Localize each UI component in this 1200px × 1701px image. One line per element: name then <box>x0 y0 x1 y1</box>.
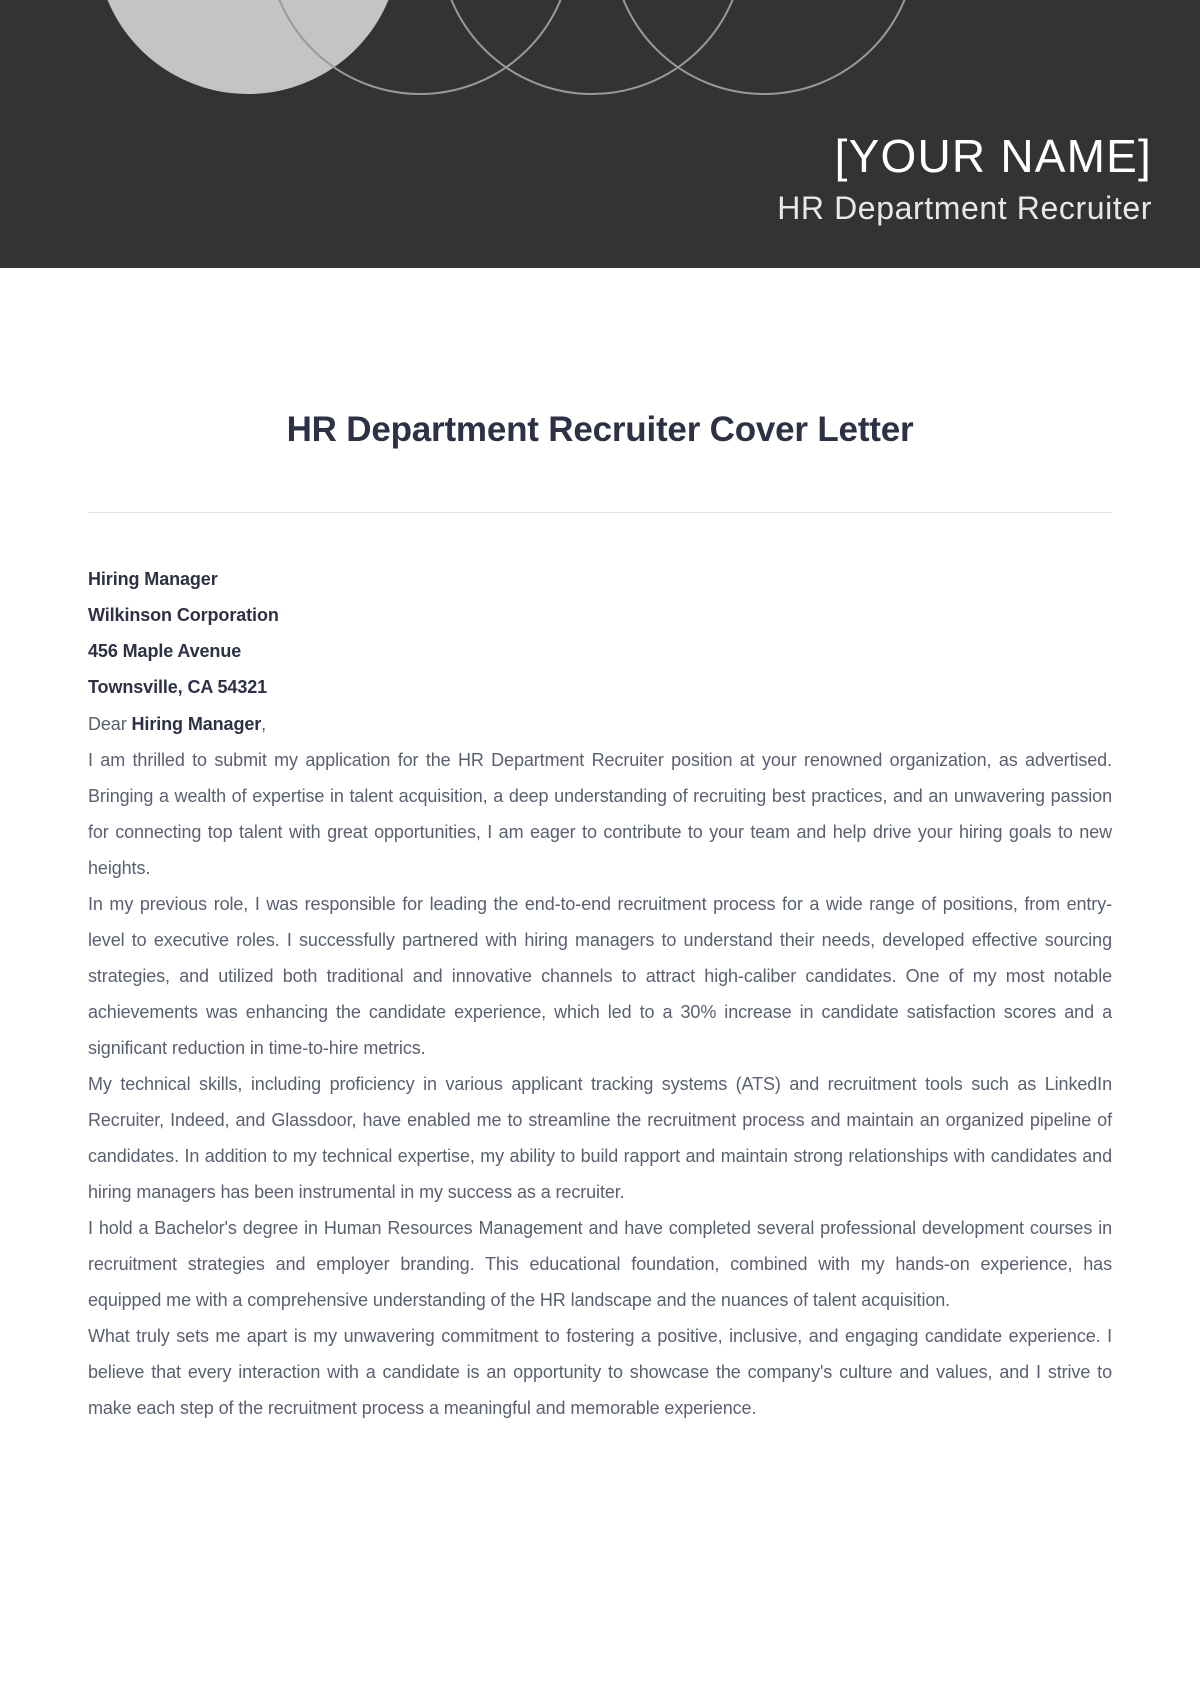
filled-circle <box>96 0 400 94</box>
body-paragraph: In my previous role, I was responsible for leading the end-to-end recruitment process for a wide range of positions, from entry-level to executive roles. I successfully partnered with hiring managers to understand their needs, developed effective sourcing strategies, and utilized both traditional and innovative channels to attract high-caliber candidates. One of my most notable achievements was enhancing the candidate experience, which led to a 30% increase in candidate satisfaction scores and a significant reduction in time-to-hire metrics. <box>88 894 1112 1058</box>
document-body <box>0 410 1200 1426</box>
body-paragraph: I hold a Bachelor's degree in Human Resources Management and have completed several professional development courses in recruitment strategies and employer branding. This educational foundation, combined with my hands-on experience, has equipped me with a comprehensive understanding of the HR landscape and the nuances of talent acquisition. <box>88 1218 1112 1310</box>
recipient-line: Wilkinson Corporation <box>88 605 279 625</box>
body-paragraph: I am thrilled to submit my application for the HR Department Recruiter position at your renowned organization, as advertised. Bringing a wealth of expertise in talent acquisition, a deep understanding of recruiting best practices, and an unwavering passion for connecting top talent with great opportunities, I am eager to contribute to your team and help drive your hiring goals to new heights. <box>88 750 1112 878</box>
recipient-line: Townsville, CA 54321 <box>88 677 268 697</box>
salutation <box>88 706 1112 742</box>
body-paragraph: What truly sets me apart is my unwavering commitment to fostering a positive, inclusive, and engaging candidate experience. I believe that every interaction with a candidate is an opportunity to showcase the company's culture and values, and I strive to make each step of the recruitment process a meaningful and memorable experience. <box>88 1326 1112 1418</box>
outline-circle-1 <box>268 0 572 94</box>
candidate-role: HR Department Recruiter <box>777 190 1152 227</box>
recipient-line: 456 Maple Avenue <box>88 641 242 661</box>
header-identity-block <box>777 130 1152 230</box>
page-title: HR Department Recruiter Cover Letter <box>286 410 914 449</box>
title-divider <box>88 512 1112 513</box>
document-header <box>0 0 1200 268</box>
recipient-address-block <box>88 561 1112 705</box>
salutation-prefix: Dear <box>88 714 132 734</box>
candidate-name: [YOUR NAME] <box>834 129 1152 182</box>
body-paragraph: My technical skills, including proficiency in various applicant tracking systems (ATS) and recruitment tools such as LinkedIn Recruiter, Indeed, and Glassdoor, have enabled me to streamline the recruitment process and maintain an organized pipeline of candidates. In addition to my technical expertise, my ability to build rapport and maintain strong relationships with candidates and hiring managers has been instrumental in my success as a recruiter. <box>88 1074 1112 1202</box>
salutation-suffix: , <box>261 714 267 734</box>
salutation-recipient: Hiring Manager <box>131 714 262 734</box>
outline-circle-2 <box>440 0 744 94</box>
recipient-line: Hiring Manager <box>88 569 218 589</box>
outline-circle-3 <box>612 0 916 94</box>
